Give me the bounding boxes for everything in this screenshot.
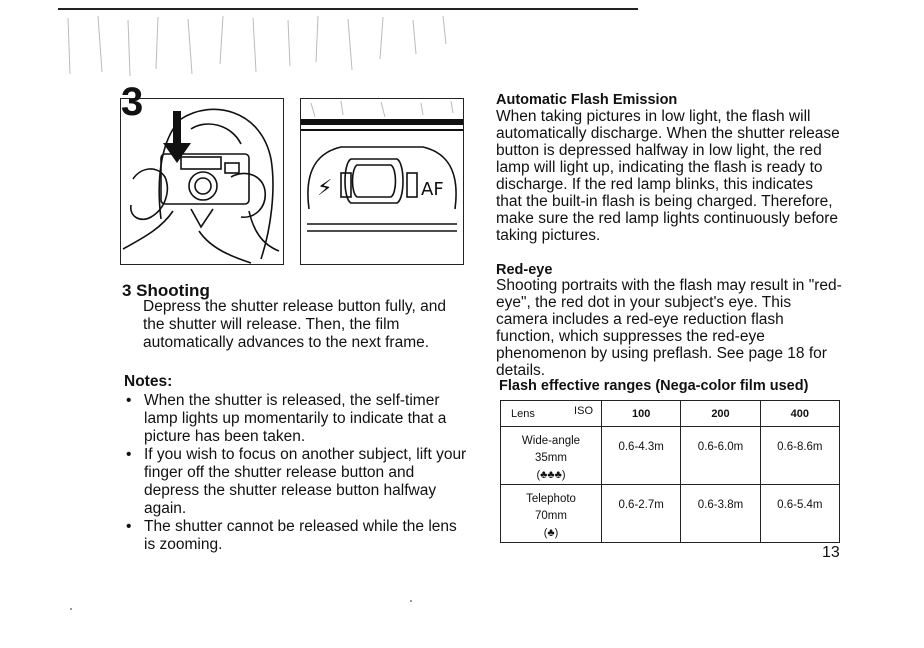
range-value: 0.6-4.3m bbox=[602, 427, 681, 485]
notes-item bbox=[124, 392, 469, 446]
viewfinder-drawing bbox=[301, 99, 463, 264]
notes-item bbox=[124, 446, 469, 518]
flash-emission-body: When taking pictures in low light, the flash will automatically discharge. When the shutter release button is depressed halfway in low light, the red lamp will light up, indicating the flash is ready to discharge. If the red lamp blinks, this indicates that the built-in flash is being charged. Therefore, make sure the red lamp lights continuously before taking pictures. bbox=[496, 108, 840, 244]
flash-ranges-table bbox=[500, 400, 840, 543]
flash-symbol-icon: ⚡ bbox=[317, 176, 333, 201]
iso-column-header: 400 bbox=[760, 401, 839, 427]
scan-speck bbox=[70, 608, 72, 610]
notes-item-text: If you wish to focus on another subject, lift your finger off the shutter release button and depress the shutter release button halfway again. bbox=[144, 446, 467, 517]
bullet-icon: • bbox=[126, 392, 132, 409]
step-number: 3 bbox=[121, 80, 144, 124]
lens-iso-header bbox=[501, 401, 602, 427]
table-row bbox=[501, 485, 840, 543]
iso-column-header: 200 bbox=[681, 401, 760, 427]
lens-focal: 70mm bbox=[535, 510, 567, 522]
telephoto-icon: (♣) bbox=[543, 527, 559, 539]
flash-ranges-heading: Flash effective ranges (Nega-color film used) bbox=[499, 378, 809, 394]
shooting-body: Depress the shutter release button fully, and the shutter will release. Then, the film automatically advances to the next frame. bbox=[143, 298, 446, 351]
bullet-icon: • bbox=[126, 446, 132, 463]
notes-heading: Notes: bbox=[124, 373, 173, 390]
scan-noise-decoration bbox=[58, 14, 468, 80]
iso-column-header: 100 bbox=[602, 401, 681, 427]
notes-list bbox=[124, 392, 469, 554]
viewfinder-illustration bbox=[300, 98, 464, 265]
range-value: 0.6-6.0m bbox=[681, 427, 760, 485]
range-value: 0.6-3.8m bbox=[681, 485, 760, 543]
arrow-down-icon bbox=[163, 111, 191, 163]
range-value: 0.6-2.7m bbox=[602, 485, 681, 543]
red-eye-heading: Red-eye bbox=[496, 262, 553, 278]
bullet-icon: • bbox=[126, 518, 132, 535]
notes-item bbox=[124, 518, 469, 554]
notes-item-text: The shutter cannot be released while the lens is zooming. bbox=[144, 518, 457, 553]
lens-type: Wide-angle bbox=[521, 435, 581, 447]
page-number: 13 bbox=[822, 544, 840, 561]
range-value: 0.6-8.6m bbox=[760, 427, 839, 485]
af-label: AF bbox=[421, 179, 444, 200]
header-iso: ISO bbox=[574, 405, 593, 417]
shooting-heading: 3 Shooting bbox=[122, 281, 210, 300]
lens-cell bbox=[501, 427, 602, 485]
table-row bbox=[501, 427, 840, 485]
notes-item-text: When the shutter is released, the self-timer lamp lights up momentarily to indicate that a picture has been taken. bbox=[144, 392, 447, 445]
wide-angle-icon: (♣♣♣) bbox=[536, 469, 566, 481]
flash-emission-heading: Automatic Flash Emission bbox=[496, 92, 678, 108]
lens-focal: 35mm bbox=[535, 452, 567, 464]
red-eye-body: Shooting portraits with the flash may result in "red-eye", the red dot in your subject's eye. This camera includes a red-eye reduction flash function, which suppresses the red-eye phenomenon by using preflash. See page 18 for details. bbox=[496, 277, 842, 379]
scan-speck bbox=[410, 600, 412, 602]
lens-type: Telephoto bbox=[526, 493, 576, 505]
table-header-row bbox=[501, 401, 840, 427]
header-lens: Lens bbox=[511, 408, 535, 420]
top-rule bbox=[58, 8, 638, 10]
lens-cell bbox=[501, 485, 602, 543]
range-value: 0.6-5.4m bbox=[760, 485, 839, 543]
person-with-camera-drawing bbox=[121, 99, 283, 264]
shooting-illustration bbox=[120, 98, 284, 265]
